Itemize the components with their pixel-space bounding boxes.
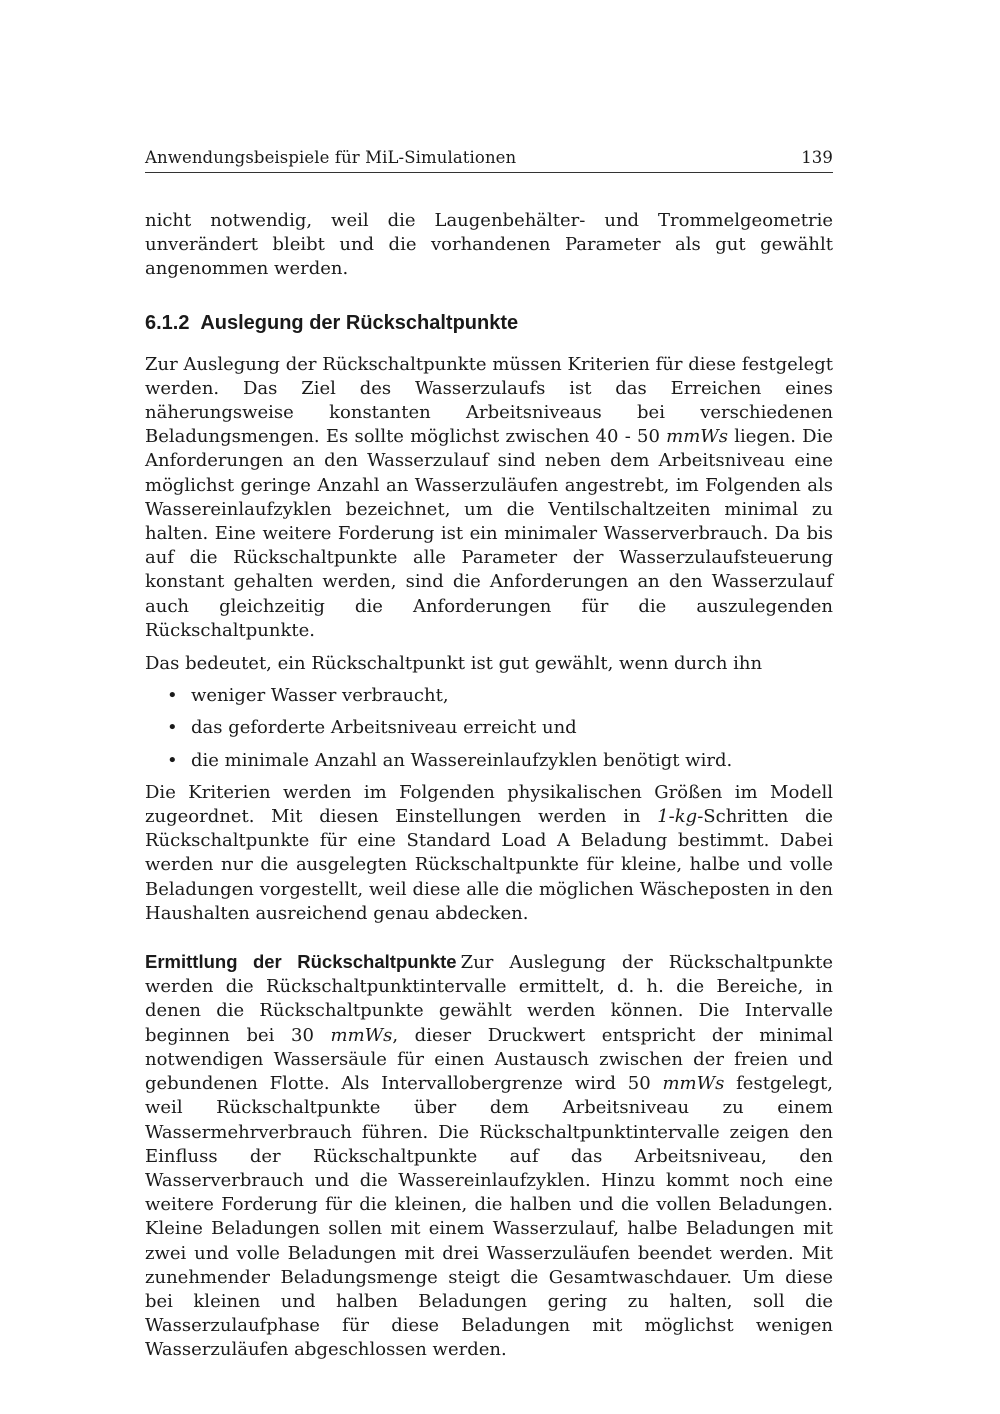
list-item	[167, 684, 833, 708]
paragraph-text: Zur Auslegung der Rückschaltpunkte werden die Rückschaltpunktintervalle ermittelt, d. h. die Bereiche, in denen die Rückschaltpunkte gewählt werden können. Die Intervalle beginnen bei 30	[145, 952, 834, 1046]
bullet-icon: •	[167, 685, 178, 707]
bullet-icon: •	[167, 749, 178, 771]
list-item-text: die minimale Anzahl an Wassereinlaufzyklen benötigt wird.	[191, 749, 733, 771]
paragraph-physical-quantities	[145, 781, 833, 926]
intro-paragraph: nicht notwendig, weil die Laugenbehälter- und Trommelgeometrie unverändert bleibt und die vorhandenen Parameter als gut gewählt angenommen werden.	[145, 210, 833, 280]
list-item-text: das geforderte Arbeitsniveau erreicht und	[191, 717, 577, 739]
list-item	[167, 749, 833, 773]
unit-mmws: mmWs	[330, 1024, 393, 1046]
list-item	[167, 716, 833, 740]
section-heading	[145, 312, 833, 335]
list-item-text: weniger Wasser verbraucht,	[191, 685, 449, 707]
paragraph-text: Zur Auslegung der Rückschaltpunkte müssen Kriterien für diese festgelegt werden. Das Ziel des Wasserzulaufs ist das Erreichen eines näherungsweise konstanten Arbeitsniveaus bei verschiedenen Beladungsmengen. Es sollte möglichst zwischen 40 - 50	[145, 353, 833, 448]
paragraph-criteria	[145, 353, 833, 643]
bullet-icon: •	[167, 717, 178, 739]
paragraph-text: liegen. Die Anforderungen an den Wasserzulauf sind neben dem Arbeitsniveau eine möglichst geringe Anzahl an Wasserzuläufen angestrebt, im Folgenden als Wassereinlaufzyklen bezeichnet, um die Ventilschaltzeiten minimal zu halten. Eine weitere Forderung ist ein minimaler Wasserverbrauch. Da bis auf die Rückschaltpunkte alle Parameter der Wasserzulaufsteuerung konstant gehalten werden, sind die Anforderungen an den Wasserzulauf auch gleichzeitig die Anforderungen für die auszulegenden Rückschaltpunkte.	[145, 426, 833, 641]
running-title: Anwendungsbeispiele für MiL-Simulationen	[145, 148, 517, 167]
paragraph-text: -Schritten die Rückschaltpunkte für eine Standard Load A Beladung bestimmt. Dabei werden nur die ausgelegten Rückschaltpunkte für kleine, halbe und volle Beladungen vorgestellt, weil diese alle die möglichen Wäscheposten in den Haushalten ausreichend genau abdecken.	[145, 806, 833, 924]
page-content	[145, 148, 833, 1363]
page-number: 139	[801, 148, 833, 167]
running-header	[145, 148, 833, 173]
paragraph-text: , dieser Druckwert entspricht der minimal notwendigen Wassersäule für einen Austausch zwischen der freien und gebundenen Flotte. Als Intervallobergrenze wird 50	[145, 1024, 833, 1095]
paragraph-text: festgelegt, weil Rückschaltpunkte über dem Arbeitsniveau zu einem Wassermehrverbrauch führen. Die Rückschaltpunktintervalle zeigen den Einfluss der Rückschaltpunkte auf das Arbeitsniveau, den Wasserverbrauch und die Wassereinlaufzyklen. Hinzu kommt noch eine weitere Forderung für die kleinen, die halben und die vollen Beladungen. Kleine Beladungen sollen mit einem Wasserzulauf, halbe Beladungen mit zwei und volle Beladungen mit drei Wasserzuläufen beendet werden. Mit zunehmender Beladungsmenge steigt die Gesamtwaschdauer. Um diese bei kleinen und halben Beladungen gering zu halten, soll die Wasserzulaufphase für diese Beladungen mit möglichst wenigen Wasserzuläufen abgeschlossen werden.	[145, 1073, 833, 1361]
paragraph-determination	[145, 950, 833, 1362]
unit-mmws: mmWs	[662, 1073, 725, 1095]
italic-term: 1-kg	[657, 806, 698, 828]
bullet-list	[145, 684, 833, 773]
paragraph-text: Die Kriterien werden im Folgenden physikalischen Größen im Modell zugeordnet. Mit diesen Einstellungen werden in	[145, 781, 833, 828]
section-title: Auslegung der Rückschaltpunkte	[200, 311, 519, 334]
section-number: 6.1.2	[145, 311, 190, 334]
runin-heading: Ermittlung der Rückschaltpunkte	[145, 951, 457, 973]
unit-mmws: mmWs	[666, 426, 729, 448]
paragraph-meaning: Das bedeutet, ein Rückschaltpunkt ist gut gewählt, wenn durch ihn	[145, 653, 763, 675]
